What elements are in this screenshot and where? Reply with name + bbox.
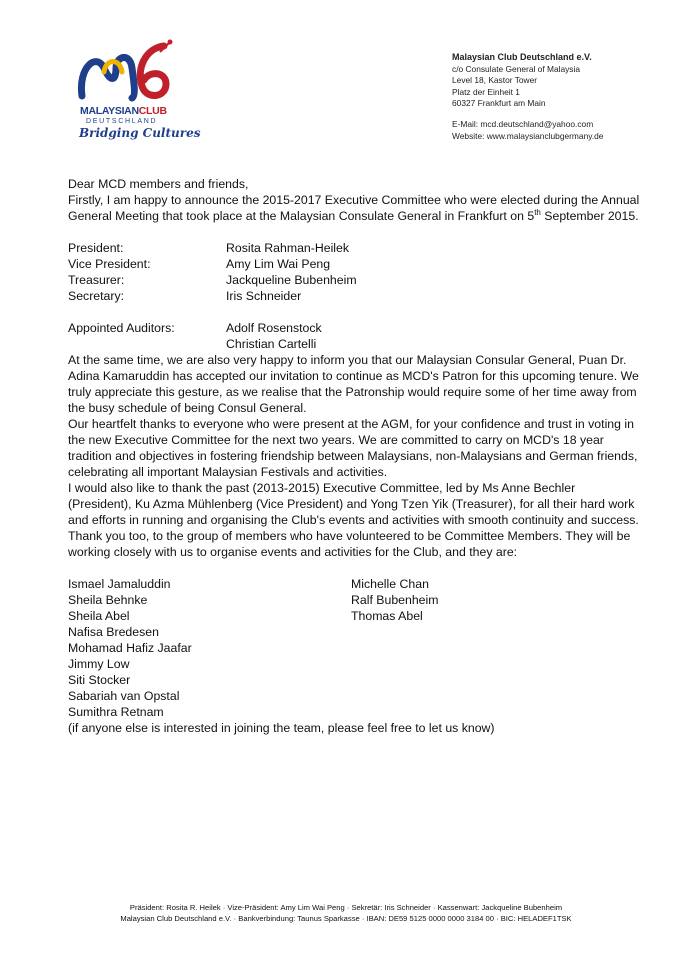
- past-committee-paragraph: I would also like to thank the past (2013-2015) Executive Committee, led by Ms Anne Bechler (President), Ku Azma Mühlenberg (Vice President) and Yong Tzen Yik (Treasurer), for all their hard work and efforts in running and organising the Club's events and activities with smooth continuity and success.: [68, 481, 639, 527]
- website-line: Website: www.malaysianclubgermany.de: [452, 130, 604, 141]
- committee-role: Vice President:: [68, 257, 151, 271]
- auditor-row: [68, 320, 642, 336]
- patron-paragraph: At the same time, we are also very happy to inform you that our Malaysian Consular General, Puan Dr. Adina Kamaruddin has accepted our invitation to continue as MCD's Patron for this upcoming tenure. We truly appreciate this gesture, as we realise that the Patronship would require some of her time away from the busy schedule of being Consul General.: [68, 353, 639, 415]
- auditor-name: Adolf Rosenstock: [226, 321, 322, 335]
- intro-text: Firstly, I am happy to announce the 2015-2017 Executive Committee who were elected during the Annual General Meeting that took place at the Malaysian Consulate General in Frankfurt on: [68, 193, 640, 223]
- committee-list: [68, 240, 642, 304]
- member-name: Sabariah van Opstal: [68, 689, 180, 703]
- members-column-1: [68, 576, 351, 720]
- address-line: Level 18, Kastor Tower: [452, 75, 538, 86]
- logo-name-part1: MALAYSIAN: [80, 105, 139, 117]
- logo-subtitle: DEUTSCHLAND: [86, 118, 158, 125]
- committee-role: Secretary:: [68, 289, 125, 303]
- closing-note: (if anyone else is interested in joining the team, please feel free to let us know): [68, 721, 495, 735]
- committee-row: [68, 272, 642, 288]
- auditors-list: [68, 320, 642, 352]
- committee-members: [68, 576, 642, 720]
- org-name: Malaysian Club Deutschland e.V.: [452, 52, 592, 62]
- committee-name: Rosita Rahman-Heilek: [226, 241, 350, 255]
- volunteers-paragraph: Thank you too, to the group of members who have volunteered to be Committee Members. They will be working closely with us to organise events and activities for the Club, and they are:: [68, 529, 631, 559]
- member-name: Ralf Bubenheim: [351, 593, 439, 607]
- committee-role: President:: [68, 241, 124, 255]
- member-name: Mohamad Hafiz Jaafar: [68, 641, 192, 655]
- committee-row: [68, 240, 642, 256]
- email-line: E-Mail: mcd.deutschland@yahoo.com: [452, 118, 594, 129]
- auditor-name: Christian Cartelli: [226, 337, 317, 351]
- member-name: Siti Stocker: [68, 673, 131, 687]
- sender-address: [452, 52, 603, 142]
- footer-line-1: Präsident: Rosita R. Heilek · Vize-Präsident: Amy Lim Wai Peng · Sekretär: Iris Schneider · Kassenwart: Jackqueline Bubenheim: [129, 903, 563, 912]
- committee-name: Amy Lim Wai Peng: [226, 257, 331, 271]
- intro-ordinal: th: [534, 207, 541, 217]
- committee-row: [68, 288, 642, 304]
- address-line: 60327 Frankfurt am Main: [452, 98, 546, 109]
- address-line: Platz der Einheit 1: [452, 86, 520, 97]
- auditor-row: [68, 336, 642, 352]
- logo-name-part2: CLUB: [138, 105, 167, 117]
- members-column-2: [351, 576, 439, 720]
- committee-name: Jackqueline Bubenheim: [226, 273, 357, 287]
- committee-role: Treasurer:: [68, 273, 125, 287]
- member-name: Michelle Chan: [351, 577, 429, 591]
- footer: [66, 903, 626, 924]
- member-name: Ismael Jamaluddin: [68, 577, 171, 591]
- logo-slogan: Bridging Cultures: [79, 126, 201, 140]
- club-logo-mark: [76, 38, 176, 106]
- greeting: Dear MCD members and friends,: [68, 177, 249, 191]
- thanks-paragraph: Our heartfelt thanks to everyone who were present at the AGM, for your confidence and trust in voting in the new Executive Committee for the next two years. We are committed to carry on MCD's 18 year tradition and objectives in fostering friendship between Malaysians, non-Malaysians and German friends, celebrating all important Malaysian Festivals and activities.: [68, 417, 638, 479]
- footer-line-2: Malaysian Club Deutschland e.V. · Bankverbindung: Taunus Sparkasse · IBAN: DE59 5125 0000 0000 3184 00 · BIC: HELADEF1TSK: [120, 913, 572, 923]
- letter-body: [68, 176, 642, 736]
- auditors-label: Appointed Auditors:: [68, 321, 175, 335]
- member-name: Sheila Abel: [68, 609, 130, 623]
- committee-row: [68, 256, 642, 272]
- club-logo: [76, 38, 201, 148]
- member-name: Sheila Behnke: [68, 593, 148, 607]
- member-name: Sumithra Retnam: [68, 705, 164, 719]
- member-name: Jimmy Low: [68, 657, 130, 671]
- logo-name: [80, 105, 167, 117]
- intro-paragraph: [68, 192, 642, 224]
- intro-day: 5: [527, 209, 535, 223]
- member-name: Thomas Abel: [351, 609, 423, 623]
- intro-end: September 2015.: [540, 209, 639, 223]
- committee-name: Iris Schneider: [226, 289, 302, 303]
- address-line: c/o Consulate General of Malaysia: [452, 63, 581, 74]
- member-name: Nafisa Bredesen: [68, 625, 159, 639]
